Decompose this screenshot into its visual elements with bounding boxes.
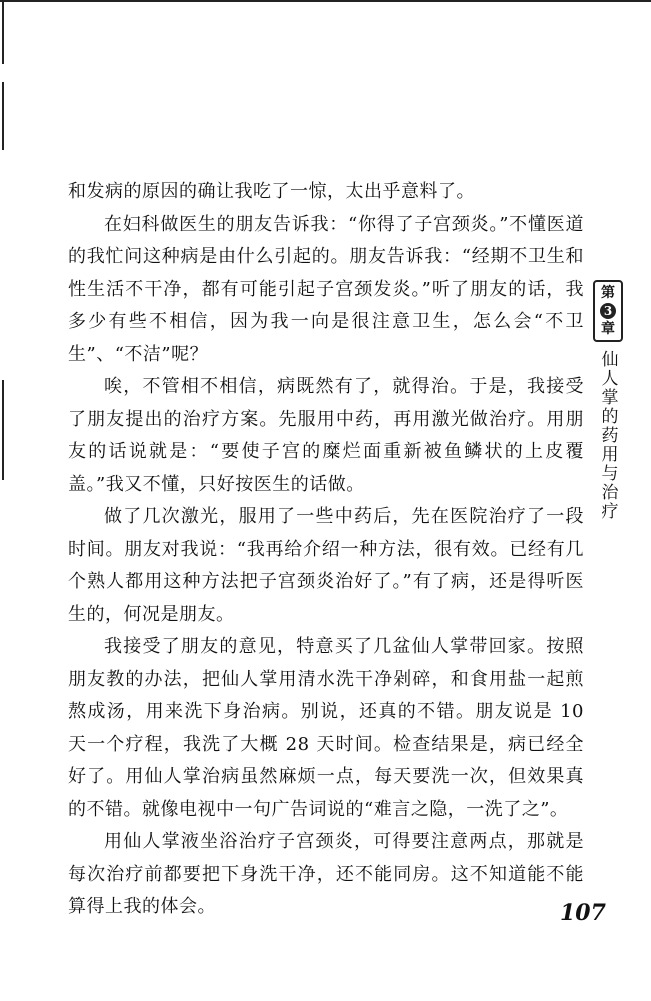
paragraph: 用仙人掌液坐浴治疗子宫颈炎，可得要注意两点，那就是每次治疗前都要把下身洗干净，还不能同房。这不知道能不能算得上我的体会。 <box>68 831 584 917</box>
margin-bar <box>2 82 4 150</box>
paragraph: 我接受了朋友的意见，特意买了几盆仙人掌带回家。按照朋友教的办法，把仙人掌用清水洗干净剁碎，和食用盐一起煎熬成汤，用来洗下身治病。别说，还真的不错。朋友说是 10 天一个疗程，我洗了大概 28 天时间。检查结果是，病已经全好了。用仙人掌治病虽然麻烦一点，每天要洗一次，但效果真的不错。就像电视中一句广告词说的“难言之隐，一洗了之”。 <box>68 636 584 820</box>
chapter-badge <box>593 280 623 342</box>
paragraph: 唉，不管相不相信，病既然有了，就得治。于是，我接受了朋友提出的治疗方案。先服用中药，再用激光做治疗。用朋友的话说就是：“要使子宫的糜烂面重新被鱼鳞状的上皮覆盖。”我又不懂，只好按医生的话做。 <box>68 376 584 495</box>
paragraph: 在妇科做医生的朋友告诉我：“你得了子宫颈炎。”不懂医道的我忙问这种病是由什么引起的。朋友告诉我：“经期不卫生和性生活不干净，都有可能引起子宫颈发炎。”听了朋友的话，我多少有些不相信，因为我一向是很注意卫生，怎么会“不卫生”、“不洁”呢？ <box>68 213 584 365</box>
chapter-number: 3 <box>600 303 616 319</box>
paragraph: 做了几次激光，服用了一些中药后，先在医院治疗了一段时间。朋友对我说：“我再给介绍一种方法，很有效。已经有几个熟人都用这种方法把子宫颈炎治好了。”有了病，还是得听医生的，何况是朋友。 <box>68 506 584 625</box>
margin-bar <box>2 2 4 64</box>
chapter-suffix: 章 <box>601 321 615 337</box>
paragraph: 和发病的原因的确让我吃了一惊，太出乎意料了。 <box>68 181 475 202</box>
chapter-prefix: 第 <box>601 285 615 301</box>
body-text <box>68 176 584 924</box>
chapter-title: 仙人掌的药用与治疗 <box>597 350 618 521</box>
page-number: 107 <box>560 900 606 926</box>
top-rule <box>0 0 651 2</box>
chapter-tab <box>593 280 623 521</box>
margin-bar <box>2 380 4 480</box>
